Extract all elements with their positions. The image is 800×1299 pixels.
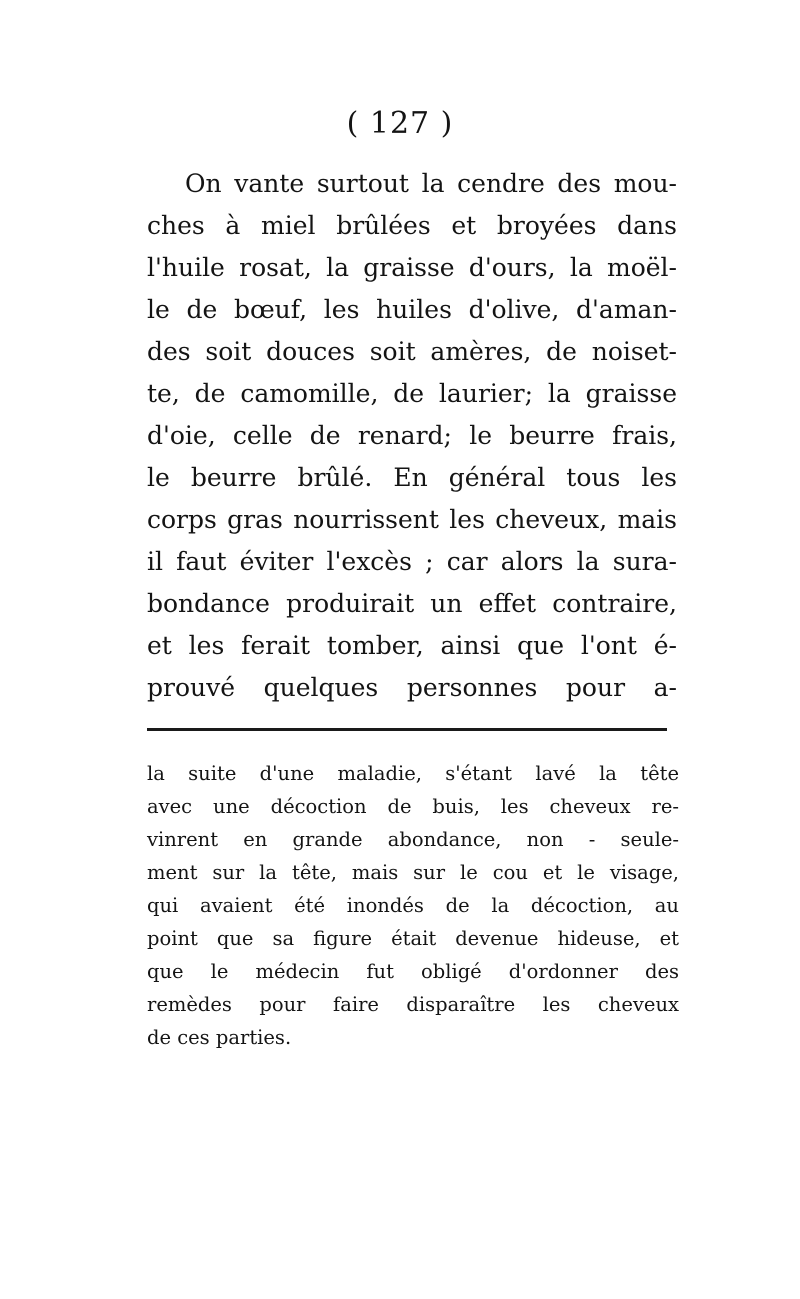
footnote-line: de ces parties.	[147, 1026, 292, 1049]
page-number: ( 127 )	[346, 106, 454, 141]
text-line: te, de camomille, de laurier; la graisse	[147, 379, 677, 408]
text-line: le beurre brûlé. En général tous les	[147, 463, 677, 492]
text-line: On vante surtout la cendre des mou-	[185, 169, 677, 198]
footnote-line: remèdes pour faire disparaître les cheveux	[147, 993, 679, 1016]
footnote-line: avec une décoction de buis, les cheveux re-	[147, 795, 679, 818]
text-line: ches à miel brûlées et broyées dans	[147, 211, 677, 240]
footnote-separator-rule	[147, 728, 667, 731]
text-line: le de bœuf, les huiles d'olive, d'aman-	[147, 295, 677, 324]
main-paragraph	[147, 163, 677, 709]
footnote-line: ment sur la tête, mais sur le cou et le visage,	[147, 861, 679, 884]
footnote	[147, 757, 679, 1054]
footnote-line: qui avaient été inondés de la décoction, au	[147, 894, 679, 917]
text-line: il faut éviter l'excès ; car alors la sura-	[147, 547, 677, 576]
footnote-line: la suite d'une maladie, s'étant lavé la tête	[147, 762, 679, 785]
footnote-line: que le médecin fut obligé d'ordonner des	[147, 960, 679, 983]
footnote-line: vinrent en grande abondance, non - seule-	[147, 828, 679, 851]
text-line: prouvé quelques personnes pour a-	[147, 673, 677, 702]
text-line: d'oie, celle de renard; le beurre frais,	[147, 421, 677, 450]
footnote-line: point que sa figure était devenue hideuse, et	[147, 927, 679, 950]
text-line: des soit douces soit amères, de noiset-	[147, 337, 677, 366]
text-line: bondance produirait un effet contraire,	[147, 589, 677, 618]
text-line: corps gras nourrissent les cheveux, mais	[147, 505, 677, 534]
text-line: et les ferait tomber, ainsi que l'ont é-	[147, 631, 677, 660]
text-line: l'huile rosat, la graisse d'ours, la moël-	[147, 253, 677, 282]
